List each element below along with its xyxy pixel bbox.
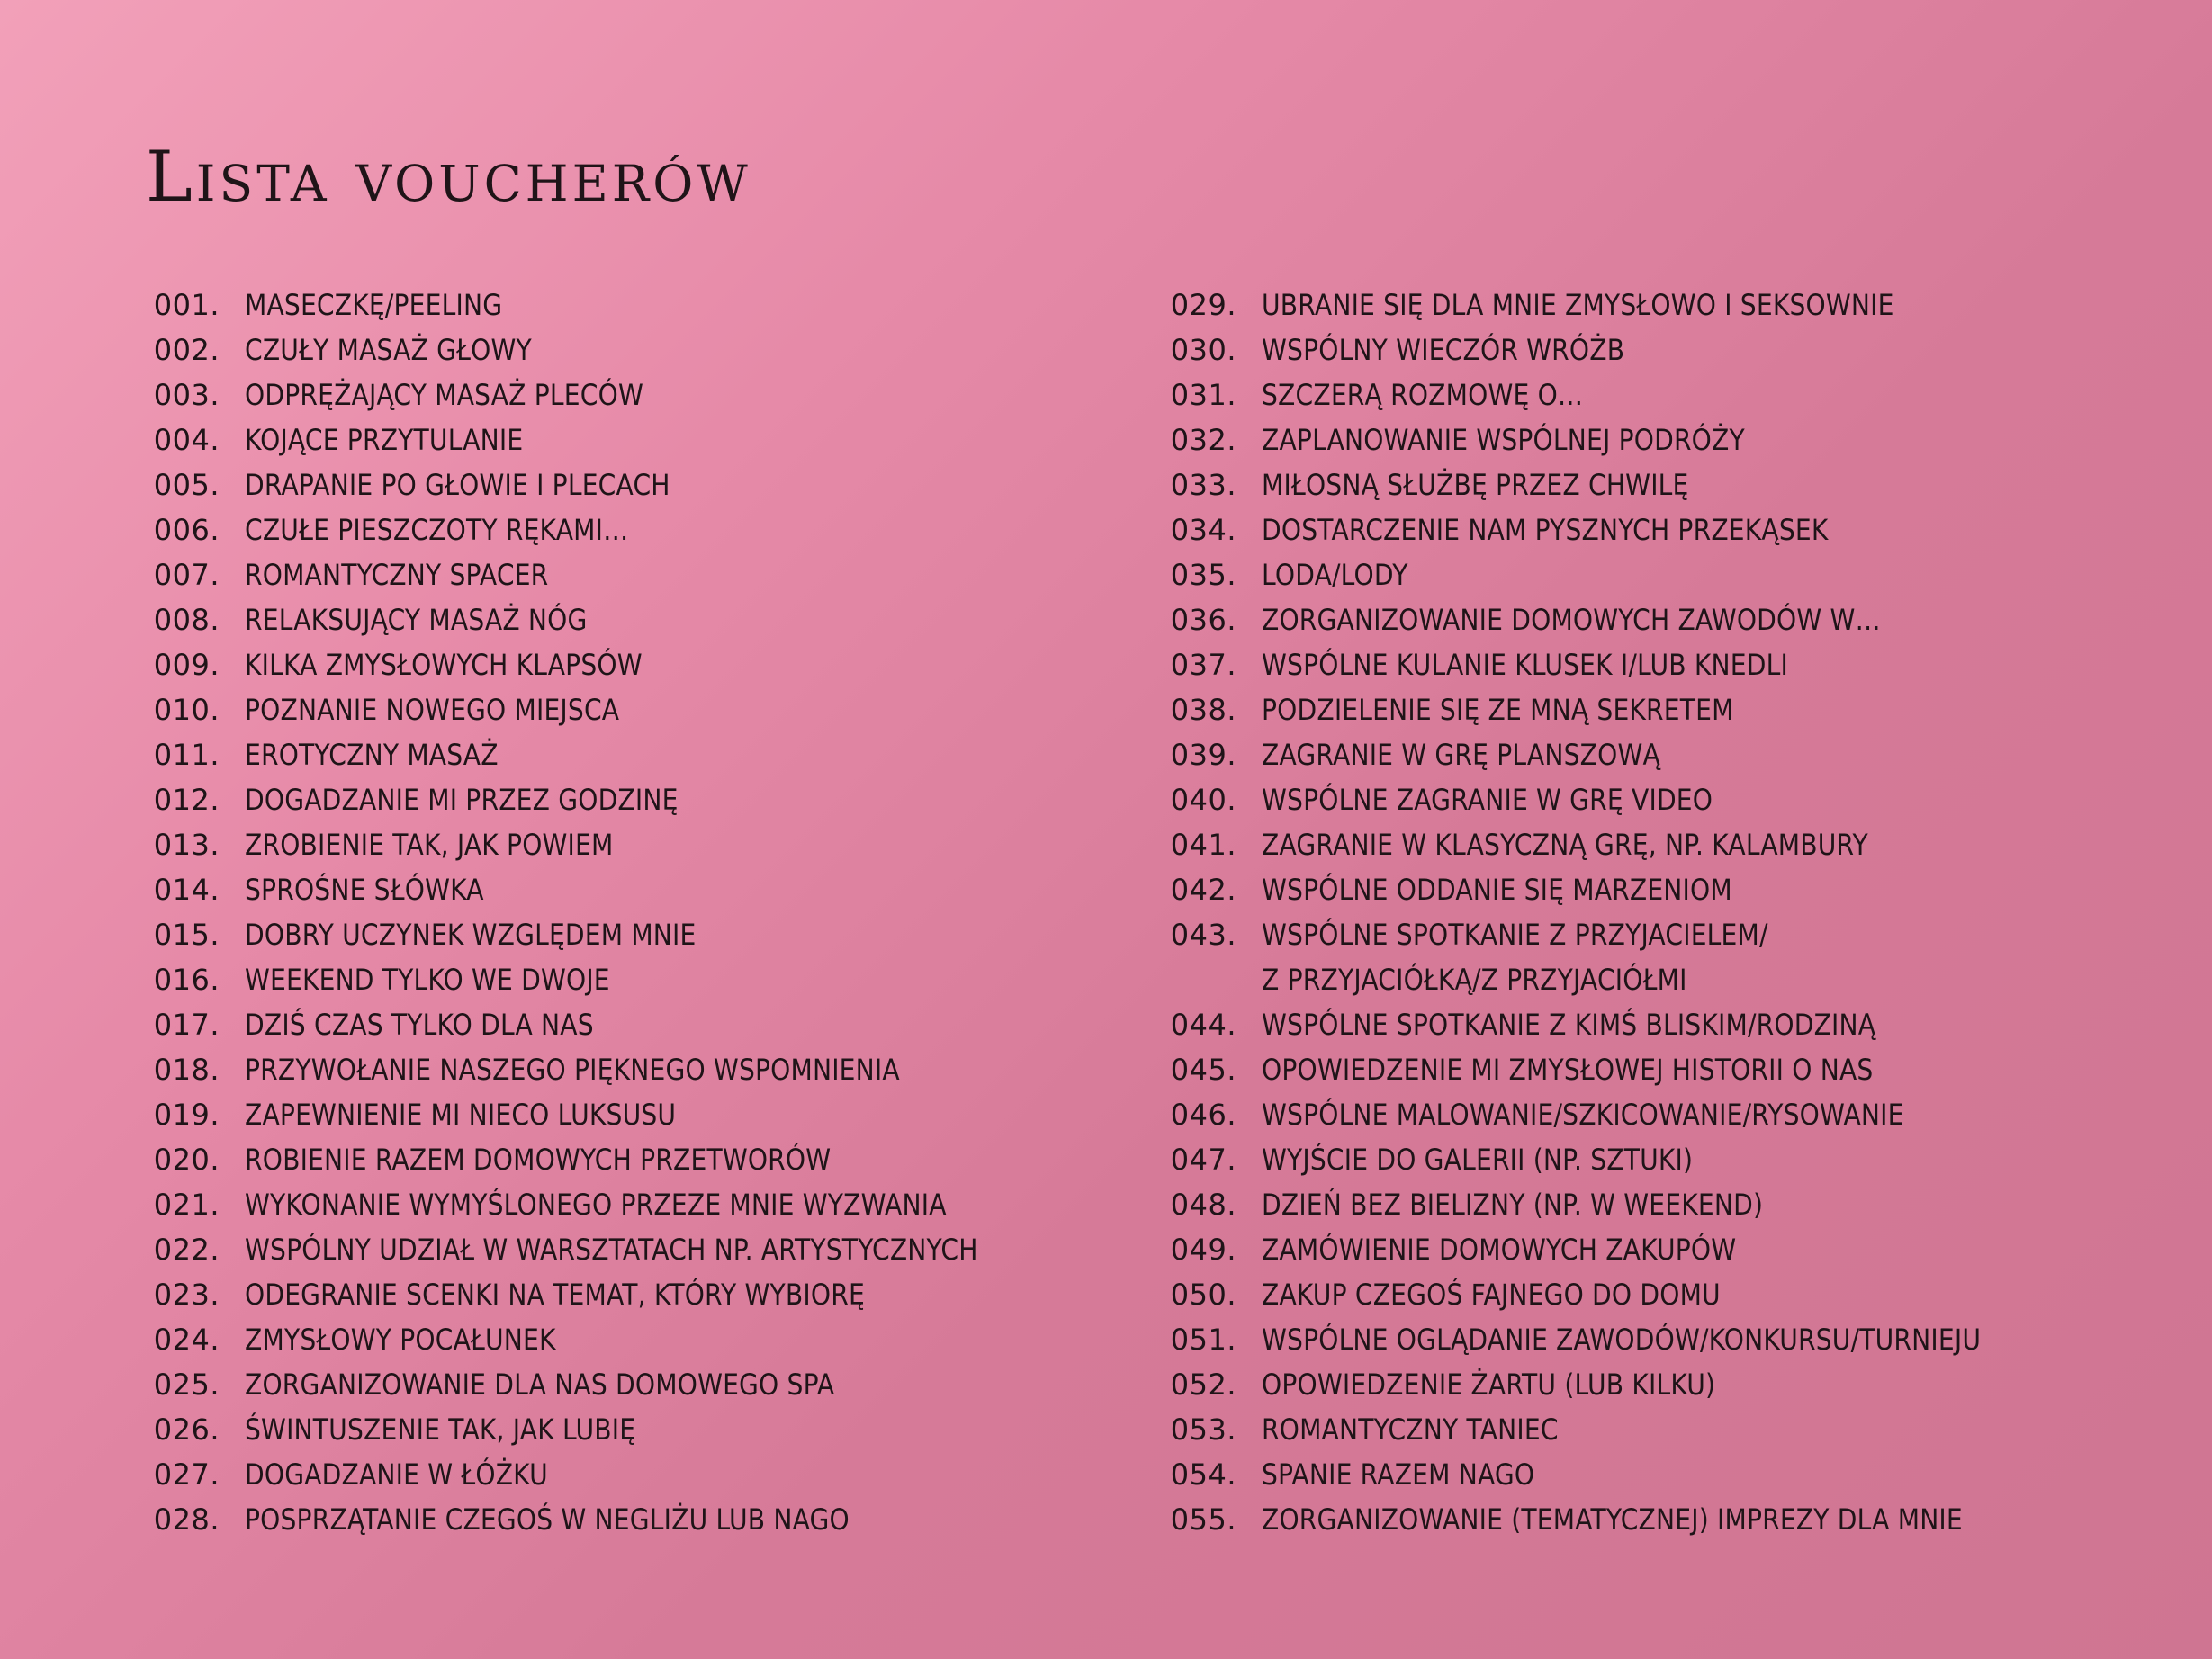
- voucher-text: ZAMÓWIENIE DOMOWYCH ZAKUPÓW: [1262, 1233, 1737, 1267]
- voucher-text: ZAKUP CZEGOŚ FAJNEGO DO DOMU: [1262, 1278, 1721, 1312]
- voucher-text: ZORGANIZOWANIE (TEMATYCZNEJ) IMPREZY DLA MNIE: [1262, 1502, 1963, 1537]
- voucher-text: WSPÓLNE SPOTKANIE Z PRZYJACIELEM/ Z PRZYJACIÓŁKĄ/Z PRZYJACIÓŁMI: [1262, 918, 1768, 997]
- voucher-number: 053.: [1170, 1412, 1236, 1447]
- voucher-number: 022.: [153, 1233, 220, 1267]
- list-item: [1161, 597, 2079, 642]
- list-item: [144, 912, 1078, 957]
- list-item: [144, 1182, 1078, 1227]
- voucher-number: 026.: [153, 1412, 220, 1447]
- voucher-number: 007.: [153, 558, 220, 592]
- voucher-text: POZNANIE NOWEGO MIEJSCA: [245, 693, 620, 727]
- list-item: [144, 1092, 1078, 1137]
- list-item: [1161, 1317, 2079, 1362]
- voucher-text: ROBIENIE RAZEM DOMOWYCH PRZETWORÓW: [245, 1143, 832, 1177]
- voucher-text: PRZYWOŁANIE NASZEGO PIĘKNEGO WSPOMNIENIA: [245, 1053, 900, 1087]
- voucher-text: DOGADZANIE MI PRZEZ GODZINĘ: [245, 783, 679, 817]
- voucher-text: POSPRZĄTANIE CZEGOŚ W NEGLIŻU LUB NAGO: [245, 1502, 850, 1537]
- list-item: [144, 1002, 1078, 1047]
- list-item: [1161, 1272, 2079, 1317]
- voucher-text: MIŁOSNĄ SŁUŻBĘ PRZEZ CHWILĘ: [1262, 468, 1689, 502]
- list-item: [1161, 282, 2079, 327]
- voucher-number: 006.: [153, 513, 220, 547]
- list-item: [1161, 462, 2079, 507]
- voucher-number: 028.: [153, 1502, 220, 1537]
- voucher-text: KILKA ZMYSŁOWYCH KLAPSÓW: [245, 648, 643, 682]
- voucher-number: 052.: [1170, 1368, 1236, 1402]
- voucher-text: ZMYSŁOWY POCAŁUNEK: [245, 1323, 556, 1357]
- list-item: [1161, 1002, 2079, 1047]
- voucher-text: WYJŚCIE DO GALERII (NP. SZTUKI): [1262, 1143, 1694, 1177]
- voucher-text: SPROŚNE SŁÓWKA: [245, 873, 484, 907]
- list-item: [144, 1272, 1078, 1317]
- list-item: [144, 777, 1078, 822]
- list-item: [144, 462, 1078, 507]
- list-item: [1161, 507, 2079, 552]
- voucher-text: CZUŁY MASAŻ GŁOWY: [245, 333, 532, 367]
- list-item: [144, 1407, 1078, 1452]
- voucher-text: OPOWIEDZENIE MI ZMYSŁOWEJ HISTORII O NAS: [1262, 1053, 1874, 1087]
- voucher-number: 033.: [1170, 468, 1236, 502]
- voucher-number: 002.: [153, 333, 220, 367]
- list-item: [1161, 687, 2079, 732]
- list-item: [144, 1452, 1078, 1497]
- list-item: [144, 642, 1078, 687]
- voucher-number: 054.: [1170, 1457, 1236, 1492]
- list-item: [1161, 1452, 2079, 1497]
- voucher-text: DOGADZANIE W ŁÓŻKU: [245, 1457, 548, 1492]
- voucher-number: 017.: [153, 1008, 220, 1042]
- voucher-text: ZROBIENIE TAK, JAK POWIEM: [245, 828, 614, 862]
- voucher-text: LODA/LODY: [1262, 558, 1408, 592]
- voucher-text: CZUŁE PIESZCZOTY RĘKAMI…: [245, 513, 629, 547]
- voucher-number: 046.: [1170, 1098, 1236, 1132]
- voucher-number: 016.: [153, 963, 220, 997]
- voucher-text: DOBRY UCZYNEK WZGLĘDEM MNIE: [245, 918, 697, 952]
- list-item: [1161, 1497, 2079, 1542]
- voucher-number: 047.: [1170, 1143, 1236, 1177]
- voucher-number: 019.: [153, 1098, 220, 1132]
- voucher-text: KOJĄCE PRZYTULANIE: [245, 423, 524, 457]
- list-item: [1161, 1182, 2079, 1227]
- voucher-number: 024.: [153, 1323, 220, 1357]
- voucher-number: 015.: [153, 918, 220, 952]
- voucher-number: 035.: [1170, 558, 1236, 592]
- list-item: [1161, 372, 2079, 417]
- voucher-number: 014.: [153, 873, 220, 907]
- voucher-number: 039.: [1170, 738, 1236, 772]
- list-item: [1161, 327, 2079, 372]
- voucher-number: 023.: [153, 1278, 220, 1312]
- voucher-text: ZAPEWNIENIE MI NIECO LUKSUSU: [245, 1098, 677, 1132]
- voucher-number: 051.: [1170, 1323, 1236, 1357]
- list-item: [144, 687, 1078, 732]
- page-title: Lista voucherów: [146, 137, 751, 218]
- voucher-text: WEEKEND TYLKO WE DWOJE: [245, 963, 610, 997]
- voucher-number: 030.: [1170, 333, 1236, 367]
- list-item: [144, 1497, 1078, 1542]
- list-item: [1161, 1092, 2079, 1137]
- voucher-text: ODEGRANIE SCENKI NA TEMAT, KTÓRY WYBIORĘ: [245, 1278, 865, 1312]
- voucher-text: PODZIELENIE SIĘ ZE MNĄ SEKRETEM: [1262, 693, 1734, 727]
- voucher-number: 008.: [153, 603, 220, 637]
- list-item: [144, 327, 1078, 372]
- voucher-text: WSPÓLNE SPOTKANIE Z KIMŚ BLISKIM/RODZINĄ: [1262, 1008, 1876, 1042]
- list-item: [144, 552, 1078, 597]
- voucher-number: 048.: [1170, 1188, 1236, 1222]
- voucher-number: 001.: [153, 288, 220, 322]
- voucher-number: 027.: [153, 1457, 220, 1492]
- voucher-text: WSPÓLNE ZAGRANIE W GRĘ VIDEO: [1262, 783, 1713, 817]
- list-item: [1161, 1137, 2079, 1182]
- voucher-text: EROTYCZNY MASAŻ: [245, 738, 499, 772]
- voucher-number: 041.: [1170, 828, 1236, 862]
- voucher-number: 020.: [153, 1143, 220, 1177]
- voucher-number: 013.: [153, 828, 220, 862]
- voucher-text: WSPÓLNE OGLĄDANIE ZAWODÓW/KONKURSU/TURNIEJU: [1262, 1323, 1982, 1357]
- voucher-text: ŚWINTUSZENIE TAK, JAK LUBIĘ: [245, 1412, 636, 1447]
- voucher-text: WSPÓLNE MALOWANIE/SZKICOWANIE/RYSOWANIE: [1262, 1098, 1904, 1132]
- voucher-text: ODPRĘŻAJĄCY MASAŻ PLECÓW: [245, 378, 643, 412]
- voucher-list-left: [144, 282, 1078, 1542]
- voucher-text: ZAGRANIE W KLASYCZNĄ GRĘ, NP. KALAMBURY: [1262, 828, 1868, 862]
- voucher-text: RELAKSUJĄCY MASAŻ NÓG: [245, 603, 588, 637]
- voucher-number: 055.: [1170, 1502, 1236, 1537]
- voucher-text: WYKONANIE WYMYŚLONEGO PRZEZE MNIE WYZWANIA: [245, 1188, 947, 1222]
- voucher-number: 018.: [153, 1053, 220, 1087]
- list-item: [1161, 1362, 2079, 1407]
- list-item: [144, 1227, 1078, 1272]
- list-item: [1161, 552, 2079, 597]
- voucher-number: 003.: [153, 378, 220, 412]
- voucher-text: ROMANTYCZNY SPACER: [245, 558, 549, 592]
- voucher-number: 031.: [1170, 378, 1236, 412]
- voucher-text: OPOWIEDZENIE ŻARTU (LUB KILKU): [1262, 1368, 1716, 1402]
- list-item: [144, 1317, 1078, 1362]
- voucher-text: SPANIE RAZEM NAGO: [1262, 1457, 1535, 1492]
- voucher-text: WSPÓLNE ODDANIE SIĘ MARZENIOM: [1262, 873, 1732, 907]
- voucher-number: 042.: [1170, 873, 1236, 907]
- voucher-number: 010.: [153, 693, 220, 727]
- list-item: [1161, 417, 2079, 462]
- voucher-text: ZAGRANIE W GRĘ PLANSZOWĄ: [1262, 738, 1660, 772]
- list-item: [1161, 642, 2079, 687]
- list-item: [144, 957, 1078, 1002]
- list-item: [144, 282, 1078, 327]
- voucher-text: WSPÓLNY UDZIAŁ W WARSZTATACH NP. ARTYSTYCZNYCH: [245, 1233, 978, 1267]
- list-item: [144, 1137, 1078, 1182]
- voucher-text: ZORGANIZOWANIE DOMOWYCH ZAWODÓW W…: [1262, 603, 1881, 637]
- list-item: [144, 417, 1078, 462]
- voucher-number: 034.: [1170, 513, 1236, 547]
- list-item: [1161, 1407, 2079, 1452]
- voucher-number: 011.: [153, 738, 220, 772]
- voucher-number: 021.: [153, 1188, 220, 1222]
- list-item: [144, 1362, 1078, 1407]
- voucher-number: 037.: [1170, 648, 1236, 682]
- list-item: [1161, 867, 2079, 912]
- voucher-list-right: [1161, 282, 2079, 1542]
- list-item: [144, 507, 1078, 552]
- list-item: [144, 867, 1078, 912]
- voucher-text: WSPÓLNE KULANIE KLUSEK I/LUB KNEDLI: [1262, 648, 1788, 682]
- voucher-number: 029.: [1170, 288, 1236, 322]
- voucher-number: 025.: [153, 1368, 220, 1402]
- voucher-text: ZORGANIZOWANIE DLA NAS DOMOWEGO SPA: [245, 1368, 835, 1402]
- list-item: [144, 597, 1078, 642]
- list-item: [1161, 777, 2079, 822]
- list-item: [144, 372, 1078, 417]
- voucher-number: 036.: [1170, 603, 1236, 637]
- voucher-number: 004.: [153, 423, 220, 457]
- voucher-number: 045.: [1170, 1053, 1236, 1087]
- voucher-text: DZIEŃ BEZ BIELIZNY (NP. W WEEKEND): [1262, 1188, 1764, 1222]
- list-item: [144, 822, 1078, 867]
- voucher-number: 050.: [1170, 1278, 1236, 1312]
- voucher-number: 009.: [153, 648, 220, 682]
- list-item: [1161, 1047, 2079, 1092]
- voucher-text: WSPÓLNY WIECZÓR WRÓŻB: [1262, 333, 1625, 367]
- list-item: [1161, 912, 2079, 1002]
- voucher-number: 049.: [1170, 1233, 1236, 1267]
- list-item: [144, 1047, 1078, 1092]
- voucher-number: 044.: [1170, 1008, 1236, 1042]
- voucher-text: DZIŚ CZAS TYLKO DLA NAS: [245, 1008, 594, 1042]
- voucher-text: DOSTARCZENIE NAM PYSZNYCH PRZEKĄSEK: [1262, 513, 1829, 547]
- list-item: [1161, 1227, 2079, 1272]
- voucher-text: UBRANIE SIĘ DLA MNIE ZMYSŁOWO I SEKSOWNIE: [1262, 288, 1894, 322]
- voucher-number: 043.: [1170, 918, 1236, 952]
- voucher-text: ROMANTYCZNY TANIEC: [1262, 1412, 1559, 1447]
- voucher-number: 012.: [153, 783, 220, 817]
- voucher-number: 032.: [1170, 423, 1236, 457]
- voucher-text: DRAPANIE PO GŁOWIE I PLECACH: [245, 468, 670, 502]
- voucher-number: 038.: [1170, 693, 1236, 727]
- voucher-text: MASECZKĘ/PEELING: [245, 288, 503, 322]
- voucher-text: SZCZERĄ ROZMOWĘ O…: [1262, 378, 1584, 412]
- voucher-number: 040.: [1170, 783, 1236, 817]
- voucher-number: 005.: [153, 468, 220, 502]
- voucher-text: ZAPLANOWANIE WSPÓLNEJ PODRÓŻY: [1262, 423, 1745, 457]
- list-item: [1161, 732, 2079, 777]
- list-item: [144, 732, 1078, 777]
- list-item: [1161, 822, 2079, 867]
